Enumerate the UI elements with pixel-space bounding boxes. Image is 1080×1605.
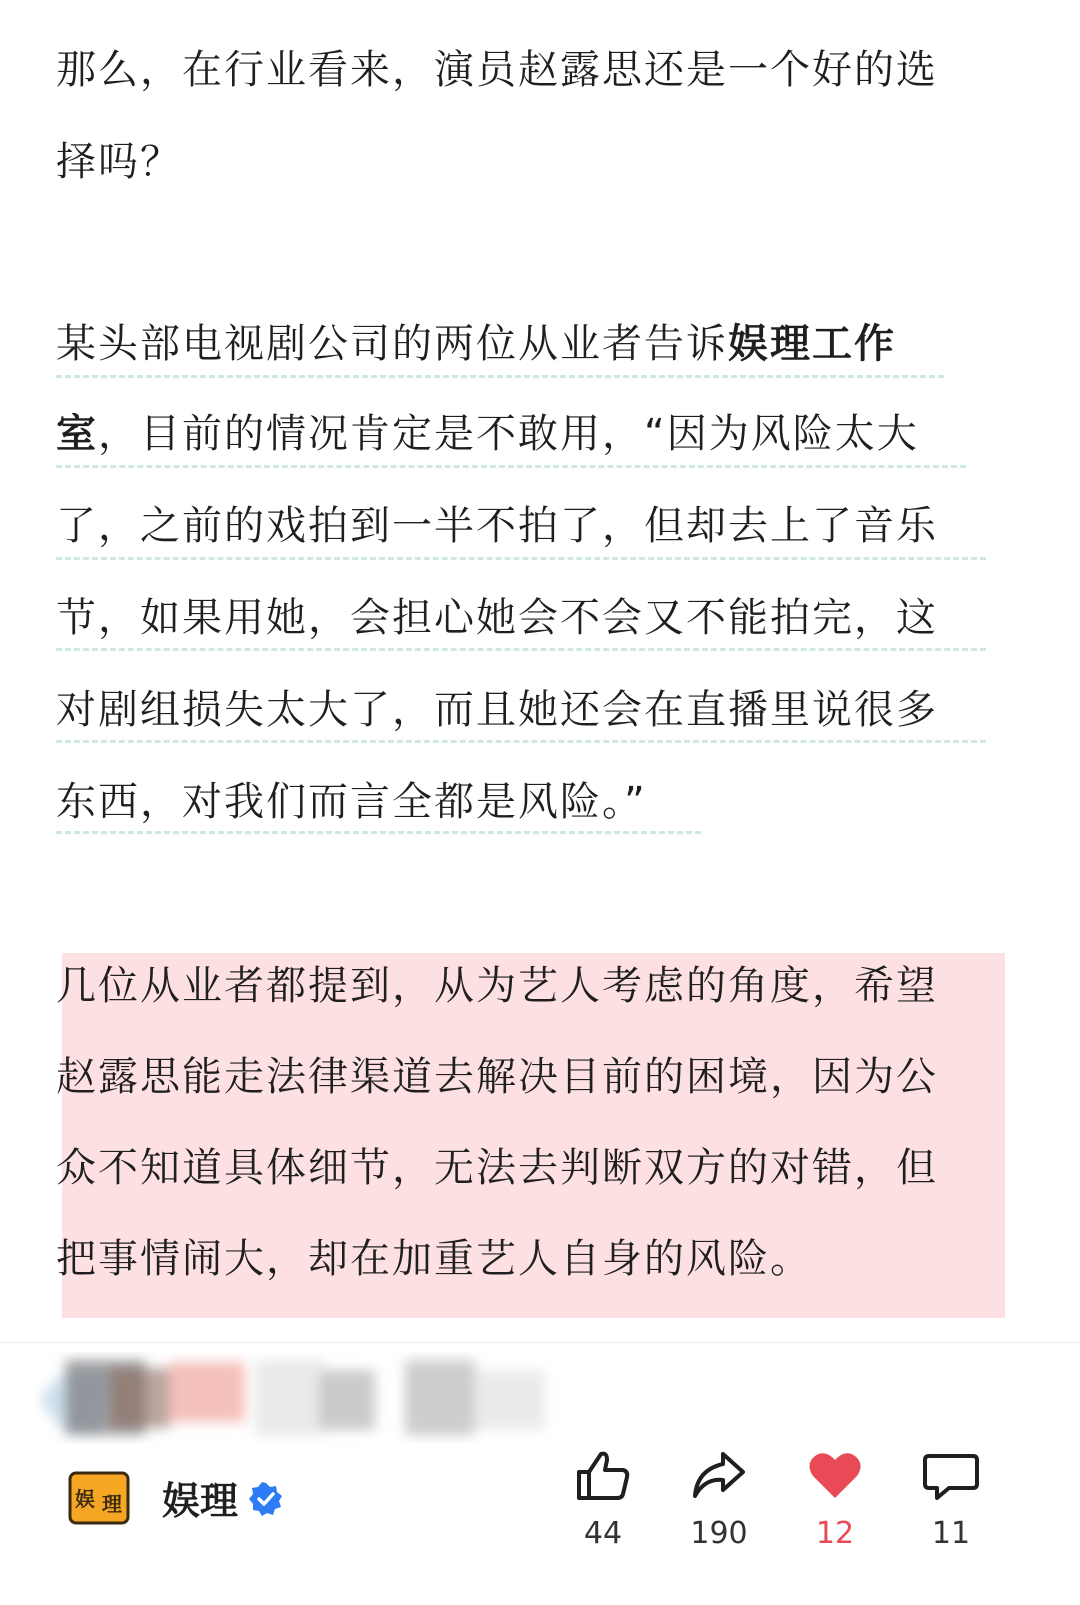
advice-line: 几位从业者都提到，从为艺人考虑的角度，希望: [56, 963, 938, 1009]
author-avatar[interactable]: [68, 1467, 130, 1529]
share-count: 190: [690, 1516, 748, 1551]
question-line: 那么，在行业看来，演员赵露思还是一个好的选: [56, 47, 938, 93]
share-button[interactable]: [674, 1450, 764, 1551]
share-icon: [691, 1450, 747, 1502]
post-footer: [0, 1450, 1080, 1605]
quote-line: 东西，对我们而言全都是风险。”: [56, 779, 647, 825]
quote-line: 对剧组损失太大了，而且她还会在直播里说很多: [56, 687, 938, 733]
quote-line: 节，如果用她，会担心她会不会又不能拍完，这: [56, 595, 938, 641]
dashed-underline: [56, 740, 986, 743]
quote-text: 某头部电视剧公司的两位从业者告诉: [56, 321, 728, 367]
like-button[interactable]: [558, 1450, 648, 1551]
svg-text:娱: 娱: [75, 1487, 95, 1511]
question-line: 择吗？: [56, 139, 182, 185]
thumbs-up-icon: [575, 1450, 631, 1502]
heart-icon: [807, 1450, 863, 1502]
quote-line: 了，之前的戏拍到一半不拍了，但却去上了音乐: [56, 503, 938, 549]
dashed-underline: [56, 831, 701, 834]
author-name[interactable]: 娱理: [162, 1479, 239, 1523]
dashed-underline: [56, 465, 966, 468]
source-name-bold: 室: [56, 411, 98, 457]
comment-button[interactable]: [906, 1450, 996, 1551]
dashed-underline: [56, 375, 944, 378]
comment-icon: [923, 1450, 979, 1502]
favorite-count: 12: [815, 1516, 855, 1551]
quote-text: ，目前的情况肯定是不敢用，“因为风险太大: [98, 411, 919, 457]
like-count: 44: [583, 1516, 623, 1551]
dashed-underline: [56, 557, 986, 560]
advice-line: 把事情闹大，却在加重艺人自身的风险。: [56, 1236, 812, 1282]
verified-badge-icon: [249, 1482, 283, 1516]
svg-text:理: 理: [102, 1492, 122, 1516]
favorite-button[interactable]: [790, 1450, 880, 1551]
scribble-redaction: [20, 1340, 580, 1450]
dashed-underline: [56, 648, 986, 651]
advice-line: 众不知道具体细节，无法去判断双方的对错，但: [56, 1145, 938, 1191]
source-name-bold: 娱理工作: [728, 321, 896, 367]
advice-line: 赵露思能走法律渠道去解决目前的困境，因为公: [56, 1054, 938, 1100]
comment-count: 11: [931, 1516, 971, 1551]
